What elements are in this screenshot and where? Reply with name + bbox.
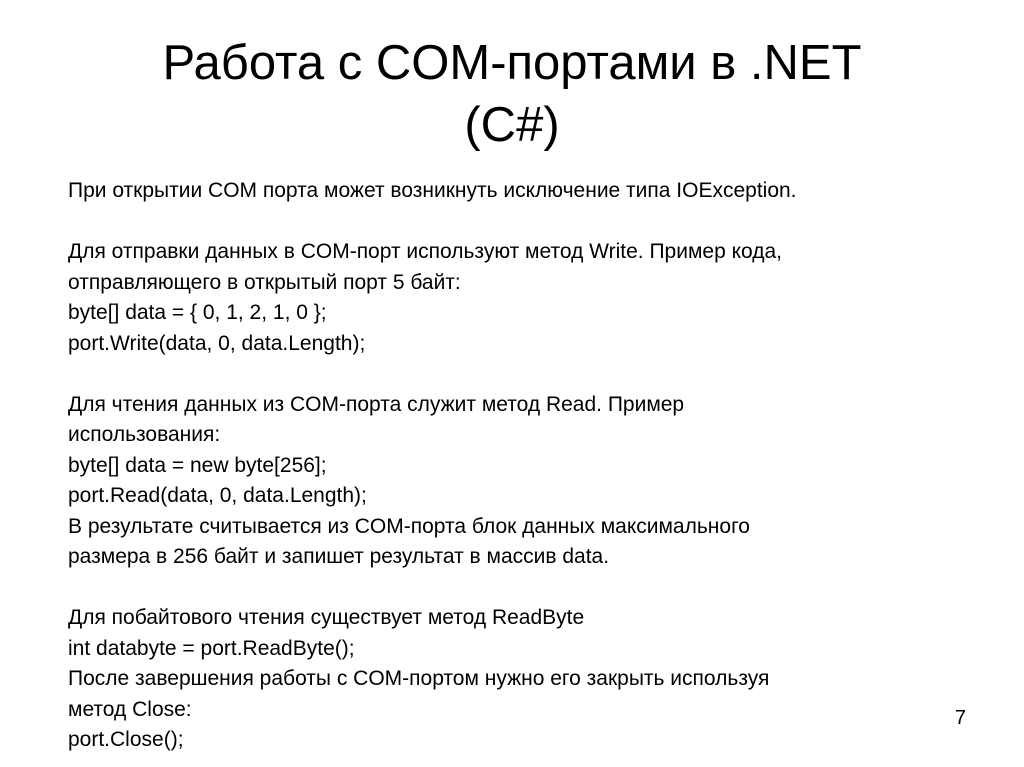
code-line: byte[] data = { 0, 1, 2, 1, 0 }; <box>68 301 327 324</box>
body-line: Для побайтового чтения существует метод ReadByte <box>68 606 585 629</box>
body-blank-line <box>68 207 968 238</box>
code-line: port.Close(); <box>68 728 184 751</box>
body-line: отправляющего в открытый порт 5 байт: <box>68 270 461 294</box>
body-line: Для отправки данных в COM-порт используют метод Write. Пример кода, <box>68 240 782 263</box>
body-line: использования: <box>68 423 221 446</box>
slide-title <box>0 32 1024 156</box>
body-line: При открытии COM порта может возникнуть исключение типа IOException. <box>68 179 797 202</box>
code-line: port.Write(data, 0, data.Length); <box>68 331 366 355</box>
slide-title-line-2: (C#) <box>464 98 560 152</box>
body-line: После завершения работы с COM-портом нужно его закрыть используя <box>68 667 770 690</box>
code-line: byte[] data = new byte[256]; <box>68 453 327 477</box>
body-line: размера в 256 байт и запишет результат в массив data. <box>68 545 610 568</box>
body-line: Для чтения данных из COM-порта служит метод Read. Пример <box>68 392 685 416</box>
slide-body <box>68 176 968 756</box>
code-line: port.Read(data, 0, data.Length); <box>68 484 367 507</box>
body-blank-line <box>68 359 968 390</box>
body-line: В результате считывается из COM-порта блок данных максимального <box>68 514 750 538</box>
page-number: 7 <box>954 707 966 729</box>
body-line: метод Close: <box>68 697 192 721</box>
body-blank-line <box>68 573 968 604</box>
slide-title-line-1: Работа с COM-портами в .NET <box>162 36 862 90</box>
code-line: int databyte = port.ReadByte(); <box>68 636 355 660</box>
